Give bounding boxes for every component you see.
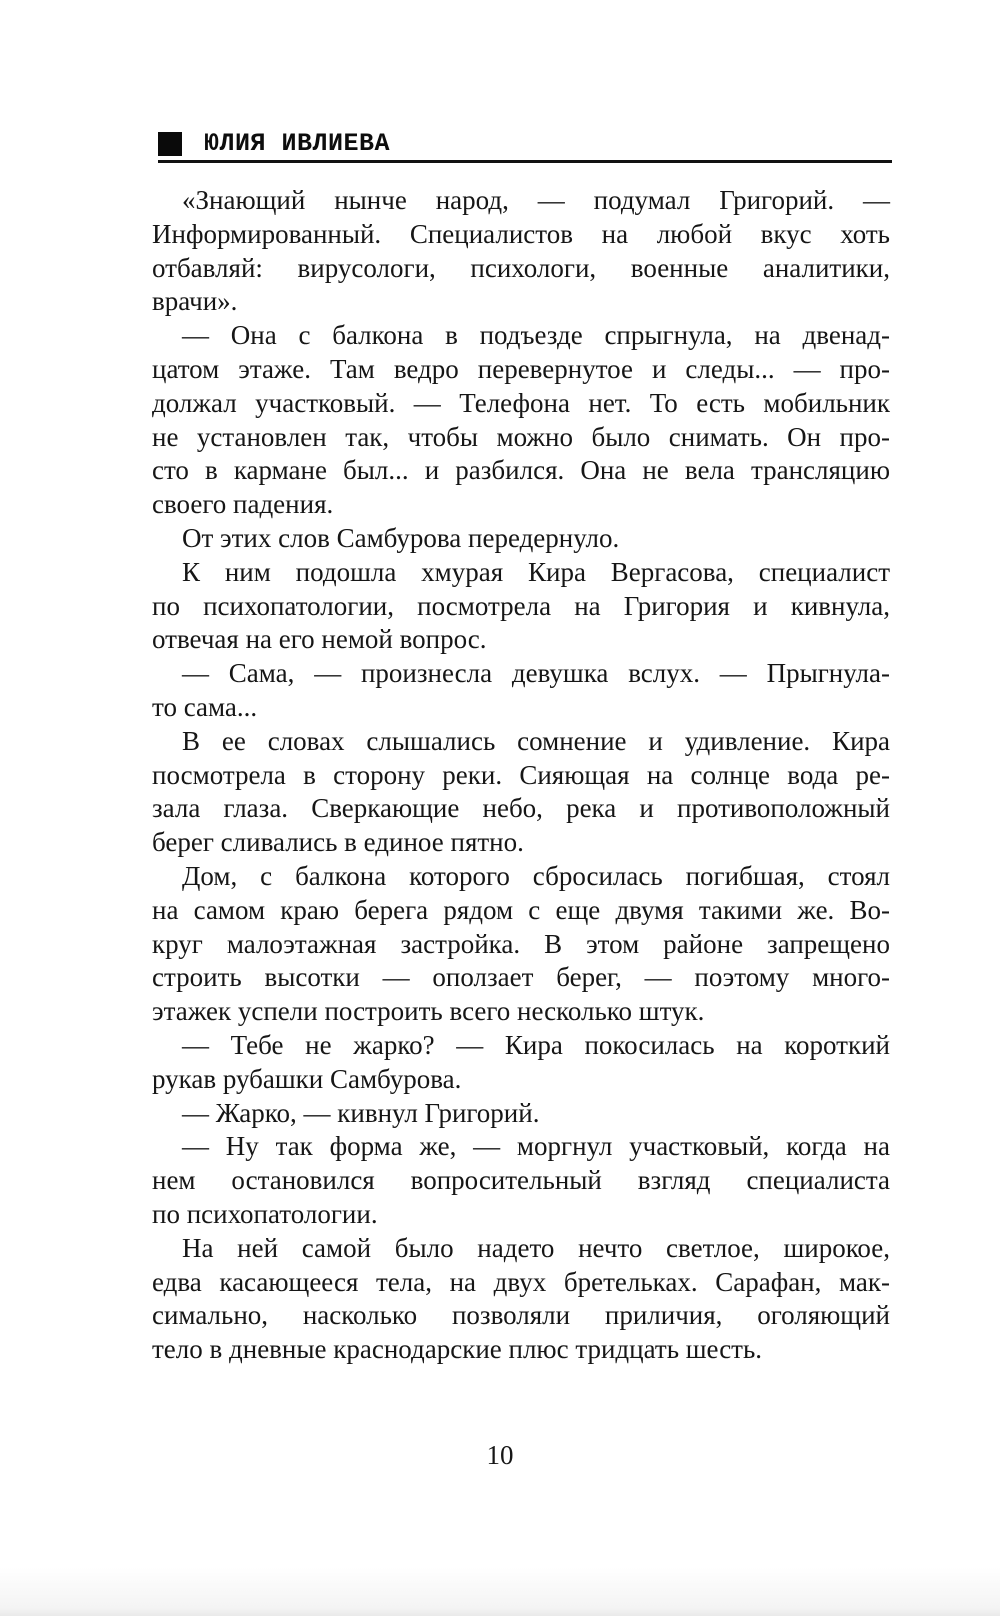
text-line: — Она с балкона в подъезде спрыгнула, на двенад-	[182, 320, 890, 351]
text-line: — Тебе не жарко? — Кира покосилась на короткий	[182, 1029, 890, 1060]
text-line: этажек успели построить всего несколько штук.	[152, 996, 705, 1027]
text-line: должал участковый. — Телефона нет. То есть мобильник	[152, 387, 890, 418]
text-line: рукав рубашки Самбурова.	[152, 1063, 462, 1094]
text-line: — Ну так форма же, — моргнул участковый, когда на	[182, 1131, 890, 1162]
text-line: не установлен так, чтобы можно было снимать. Он про-	[152, 421, 890, 452]
text-line: своего падения.	[152, 489, 334, 520]
page-number: 10	[486, 1440, 514, 1470]
running-header	[158, 128, 892, 158]
header-rule	[158, 160, 892, 163]
text-line: отвечая на его немой вопрос.	[152, 624, 487, 655]
text-line: строить высотки — оползает берег, — поэтому много-	[152, 962, 890, 993]
text-line: по психопатологии.	[152, 1198, 378, 1229]
text-line: едва касающееся тела, на двух бретельках. Сарафан, мак-	[152, 1266, 890, 1297]
text-line: От этих слов Самбурова передернуло.	[182, 522, 620, 553]
text-line: нем остановился вопросительный взгляд специалиста	[152, 1165, 890, 1196]
text-line: «Знающий нынче народ, — подумал Григорий. —	[182, 185, 890, 215]
text-line: — Жарко, — кивнул Григорий.	[182, 1097, 540, 1128]
text-line: Информированный. Специалистов на любой вкус хоть	[152, 218, 890, 249]
text-line: зала глаза. Сверкающие небо, река и противоположный	[152, 793, 890, 824]
text-line: по психопатологии, посмотрела на Григория и кивнула,	[152, 590, 890, 621]
text-line: К ним подошла хмурая Кира Вергасова, специалист	[182, 556, 890, 587]
text-line: сто в кармане был... и разбился. Она не вела трансляцию	[152, 455, 890, 486]
text-line: на самом краю берега рядом с еще двумя такими же. Во-	[152, 894, 890, 925]
text-line: отбавляй: вирусологи, психологи, военные аналитики,	[152, 252, 890, 283]
text-line: цатом этаже. Там ведро перевернутое и следы... — про-	[152, 353, 890, 384]
text-line: В ее словах слышались сомнение и удивление. Кира	[182, 725, 890, 756]
text-line: то сама...	[152, 691, 258, 722]
text-line: Дом, с балкона которого сбросилась погибшая, стоял	[182, 860, 890, 891]
text-line: врачи».	[152, 286, 238, 317]
text-line: круг малоэтажная застройка. В этом районе запрещено	[152, 928, 890, 959]
text-line: тело в дневные краснодарские плюс тридцать шесть.	[152, 1334, 763, 1365]
text-line: На ней самой было надето нечто светлое, широкое,	[182, 1232, 890, 1263]
author-name: ЮЛИЯ ИВЛИЕВА	[204, 128, 391, 158]
text-line: — Сама, — произнесла девушка вслух. — Прыгнула-	[182, 658, 890, 689]
black-square-icon	[158, 132, 182, 156]
text-line: берег сливались в единое пятно.	[152, 827, 524, 858]
text-line: симально, насколько позволяли приличия, оголяющий	[152, 1300, 890, 1331]
text-block	[152, 184, 890, 1367]
text-line: посмотрела в сторону реки. Сияющая на солнце вода ре-	[152, 759, 890, 790]
